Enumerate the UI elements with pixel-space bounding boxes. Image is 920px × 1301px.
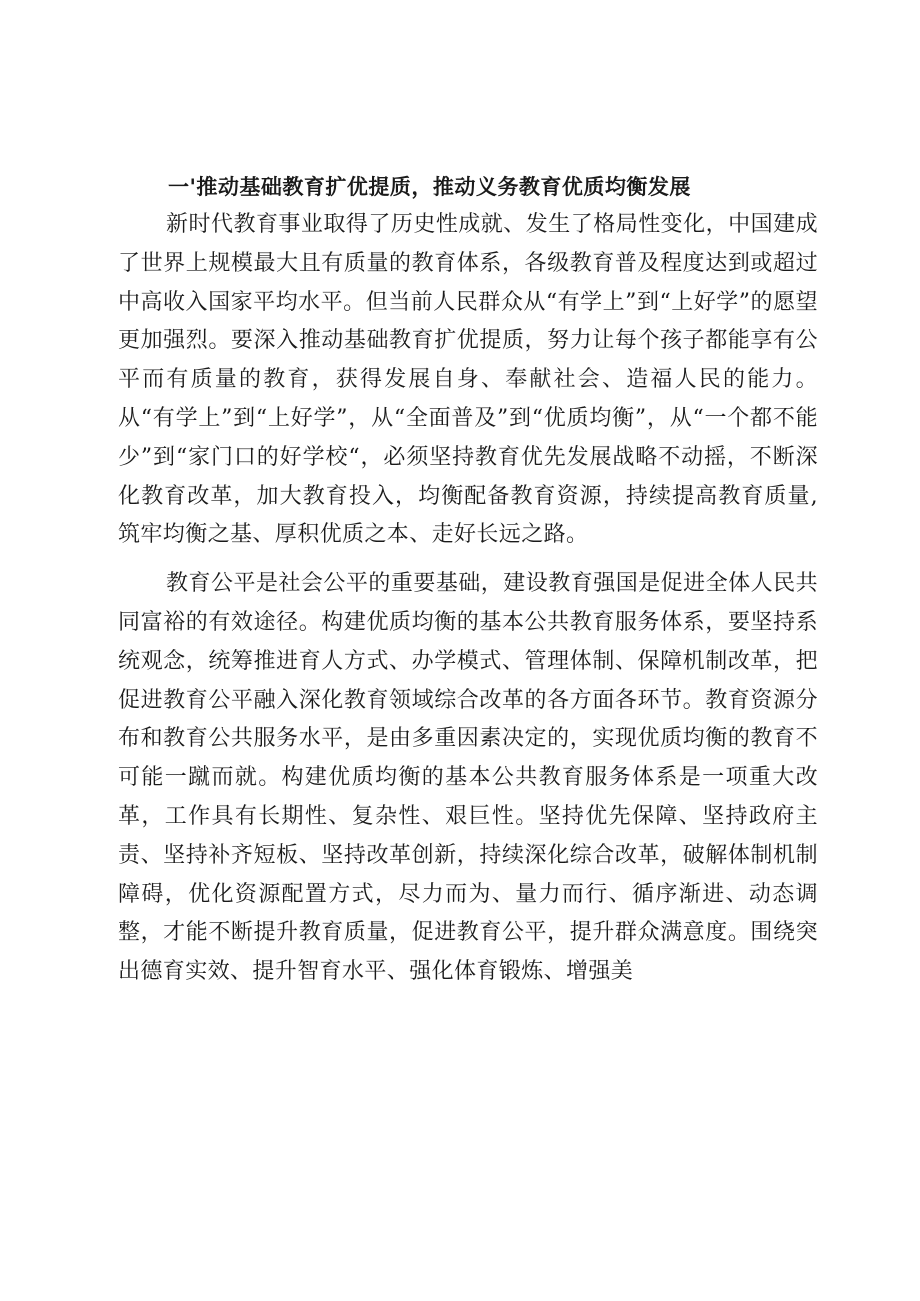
section-heading: 一'推动基础教育扩优提质，推动义务教育优质均衡发展: [168, 175, 691, 199]
paragraph-1: 新时代教育事业取得了历史性成就、发生了格局性变化，中国建成了世界上规模最大且有质量的教育体系，各级教育普及程度达到或超过中高收入国家平均水平。但当前人民群众从“有学上”到“上好学”的愿望更加强烈。要深入推动基础教育扩优提质，努力让每个孩子都能享有公平而有质量的教育，获得发展自身、奉献社会、造福人民的能力。从“有学上”到“上好学”，从“全面普及”到“优质均衡”，从“一个都不能少”到“家门口的好学校“，必须坚持教育优先发展战略不动摇，不断深化教育改革，加大教育投入，均衡配备教育资源，持续提高教育质量,筑牢均衡之基、厚积优质之本、走好长远之路。: [118, 212, 818, 548]
paragraph-2: 教育公平是社会公平的重要基础，建设教育强国是促进全体人民共同富裕的有效途径。构建优质均衡的基本公共教育服务体系，要坚持系统观念，统筹推进育人方式、办学模式、管理体制、保障机制改革，把促进教育公平融入深化教育领域综合改革的各方面各环节。教育资源分布和教育公共服务水平，是由多重因素决定的，实现优质均衡的教育不可能一蹴而就。构建优质均衡的基本公共教育服务体系是一项重大改革，工作具有长期性、复杂性、艰巨性。坚持优先保障、坚持政府主责、坚持补齐短板、坚持改革创新，持续深化综合改革，破解体制机制障碍，优化资源配置方式，尽力而为、量力而行、循序渐进、动态调整，才能不断提升教育质量，促进教育公平，提升群众满意度。围绕突出德育实效、提升智育水平、强化体育锻炼、增强美: [118, 571, 818, 985]
document-body: [118, 168, 818, 992]
